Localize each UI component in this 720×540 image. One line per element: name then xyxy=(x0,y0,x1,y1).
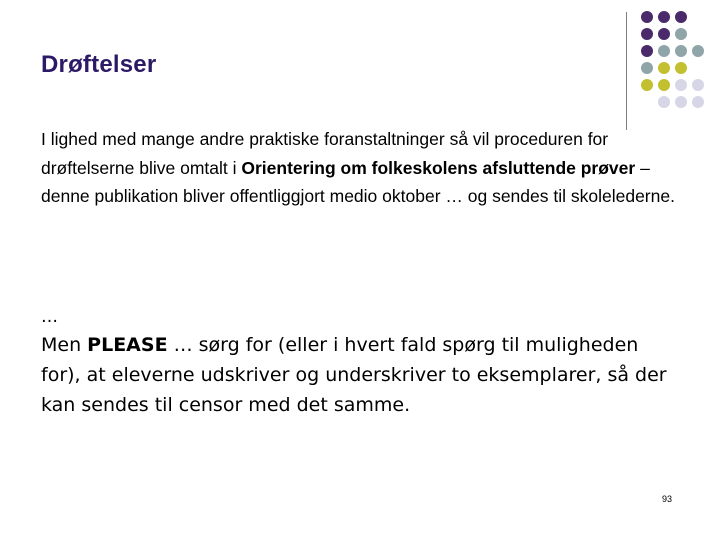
paragraph2-bold: PLEASE xyxy=(87,334,168,356)
decorative-dot xyxy=(641,28,653,40)
decorative-dot xyxy=(675,28,687,40)
decorative-dot xyxy=(658,11,670,23)
decorative-dot xyxy=(641,11,653,23)
decorative-dot xyxy=(675,11,687,23)
paragraph2-text-b: … sørg for (eller i hvert fald spørg til muligheden for), at eleverne udskriver og underskriver to eksemplarer, så der kan sendes til censor med det samme. xyxy=(41,334,667,416)
paragraph-please xyxy=(41,304,681,420)
decorative-dot xyxy=(658,28,670,40)
decorative-dot xyxy=(658,96,670,108)
decorative-dot xyxy=(692,79,704,91)
paragraph-orientation xyxy=(41,125,681,211)
decorative-dot xyxy=(675,79,687,91)
decorative-dot xyxy=(658,79,670,91)
paragraph2-text-a: Men xyxy=(41,334,88,356)
decorative-dot xyxy=(658,62,670,74)
decorative-dot-grid xyxy=(0,0,720,130)
decorative-dot xyxy=(641,79,653,91)
decorative-dot xyxy=(675,45,687,57)
decorative-dot xyxy=(658,45,670,57)
decorative-dot xyxy=(692,45,704,57)
paragraph1-text-b: – denne publikation bliver offentliggjort medio oktober … og sendes til skolelederne. xyxy=(41,157,675,206)
decorative-dot xyxy=(675,96,687,108)
slide-title: Drøftelser xyxy=(41,51,157,78)
paragraph1-text-a: I lighed med mange andre praktiske foranstaltninger så vil proceduren for drøftelserne blive omtalt i xyxy=(41,129,609,178)
decorative-dot xyxy=(641,62,653,74)
paragraph2-ellipsis: … xyxy=(41,307,58,327)
decorative-dot xyxy=(692,96,704,108)
page-number: 93 xyxy=(662,494,673,504)
decorative-dot xyxy=(675,62,687,74)
paragraph1-bold: Orientering om folkeskolens afsluttende prøver xyxy=(241,157,636,178)
decorative-dot xyxy=(641,45,653,57)
